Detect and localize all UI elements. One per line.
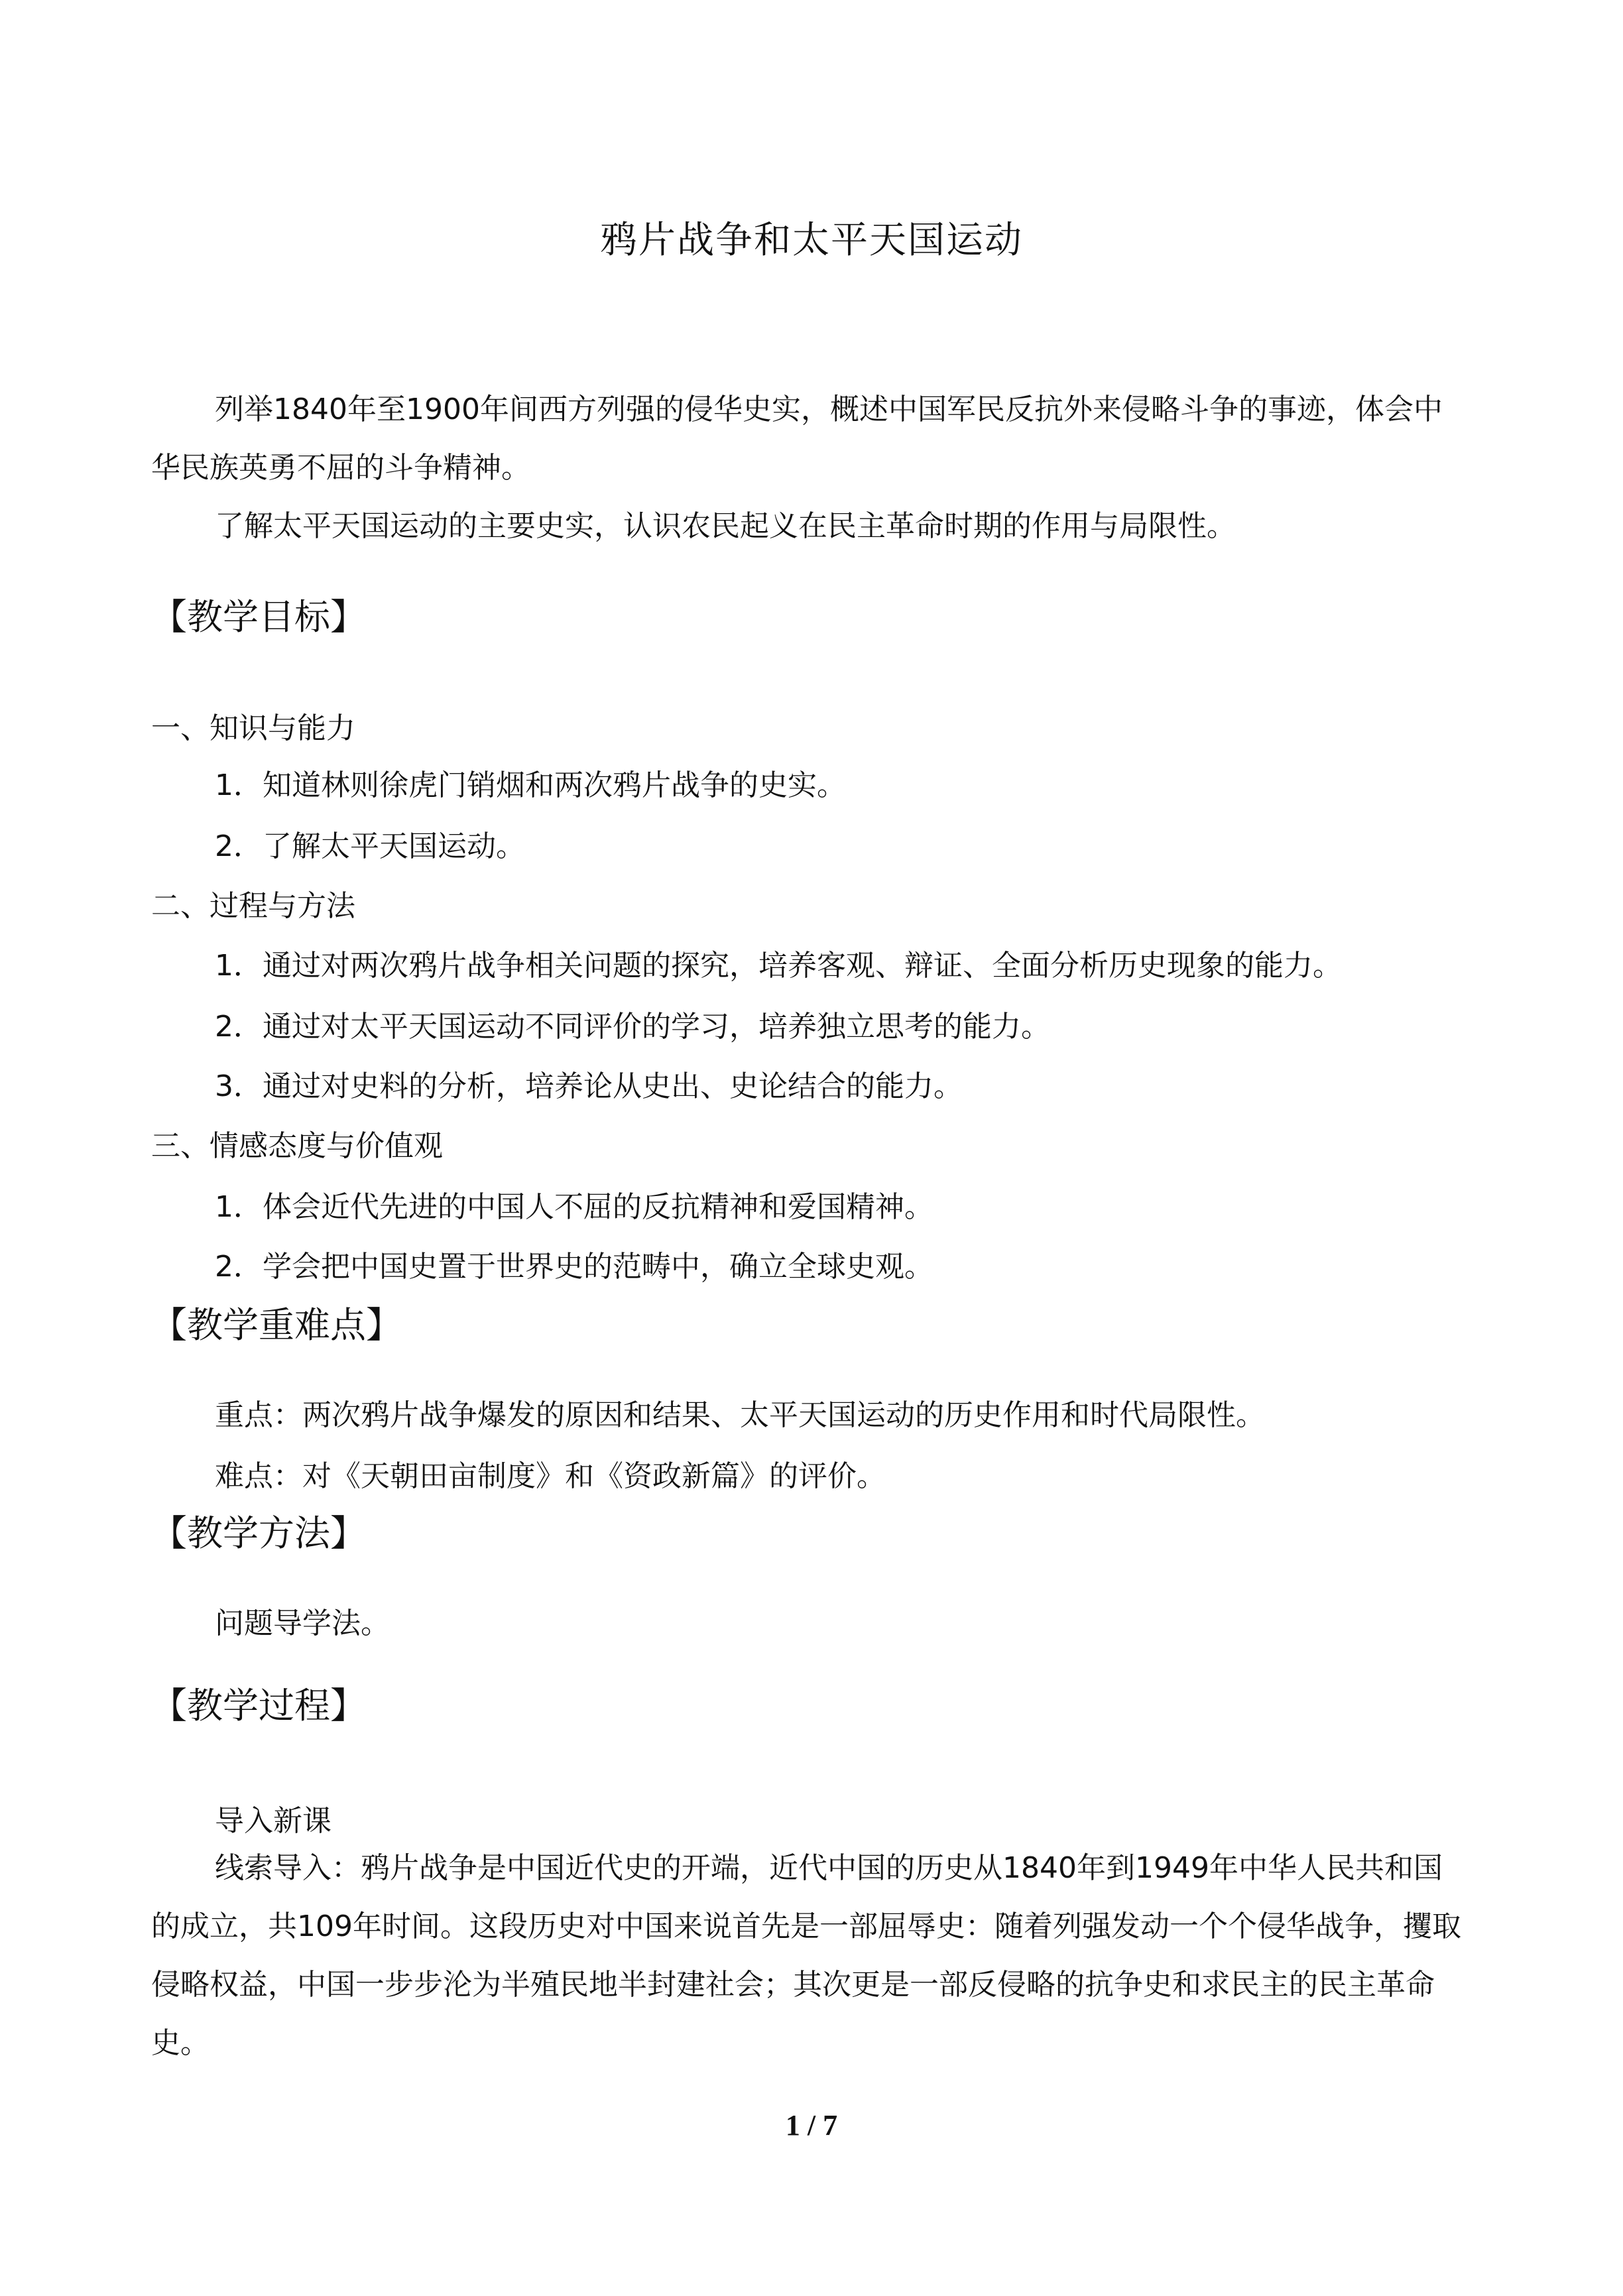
emotion-heading: 三、情感态度与价值观 bbox=[151, 1129, 443, 1163]
process-method-item-1: 1．通过对两次鸦片战争相关问题的探究，培养客观、辩证、全面分析历史现象的能力。 bbox=[215, 949, 1342, 983]
intro-paragraph: 线索导入：鸦片战争是中国近代史的开端，近代中国的历史从1840年到1949年中华人民共和国的成立，共109年时间。这段历史对中国来说首先是一部屈辱史：随着列强发动一个个侵华战争，攫取侵略权益，中国一步步沦为半殖民地半封建社会；其次更是一部反侵略的抗争史和求民主的民主革命史。 bbox=[151, 1851, 1461, 2060]
standard-paragraph-1: 列举1840年至1900年间西方列强的侵华史实，概述中国军民反抗外来侵略斗争的事迹，体会中华民族英勇不屈的斗争精神。 bbox=[151, 393, 1443, 485]
process-method-item-3: 3．通过对史料的分析，培养论从史出、史论结合的能力。 bbox=[215, 1069, 963, 1103]
emotion-item-2: 2．学会把中国史置于世界史的范畴中，确立全球史观。 bbox=[215, 1250, 933, 1284]
knowledge-item-2: 2．了解太平天国运动。 bbox=[215, 829, 525, 863]
objectives-heading: 【教学目标】 bbox=[151, 596, 366, 638]
keypoint-difficult: 难点：对《天朝田亩制度》和《资政新篇》的评价。 bbox=[215, 1459, 886, 1493]
intro-label: 导入新课 bbox=[215, 1804, 331, 1838]
standard-paragraph-2: 了解太平天国运动的主要史实，认识农民起义在民主革命时期的作用与局限性。 bbox=[215, 509, 1236, 543]
document-title: 鸦片战争和太平天国运动 bbox=[600, 219, 1023, 262]
keypoint-key: 重点：两次鸦片战争爆发的原因和结果、太平天国运动的历史作用和时代局限性。 bbox=[215, 1398, 1265, 1432]
page-number: 1 / 7 bbox=[785, 2109, 838, 2142]
knowledge-heading: 一、知识与能力 bbox=[151, 711, 355, 745]
method-heading: 【教学方法】 bbox=[151, 1512, 366, 1554]
method-text: 问题导学法。 bbox=[215, 1606, 390, 1640]
keypoints-heading: 【教学重难点】 bbox=[151, 1304, 402, 1346]
process-method-heading: 二、过程与方法 bbox=[151, 889, 355, 923]
emotion-item-1: 1．体会近代先进的中国人不屈的反抗精神和爱国精神。 bbox=[215, 1190, 933, 1224]
knowledge-item-1: 1．知道林则徐虎门销烟和两次鸦片战争的史实。 bbox=[215, 768, 846, 802]
process-method-item-2: 2．通过对太平天国运动不同评价的学习，培养独立思考的能力。 bbox=[215, 1010, 1050, 1044]
teaching-process-heading: 【教学过程】 bbox=[151, 1685, 366, 1726]
